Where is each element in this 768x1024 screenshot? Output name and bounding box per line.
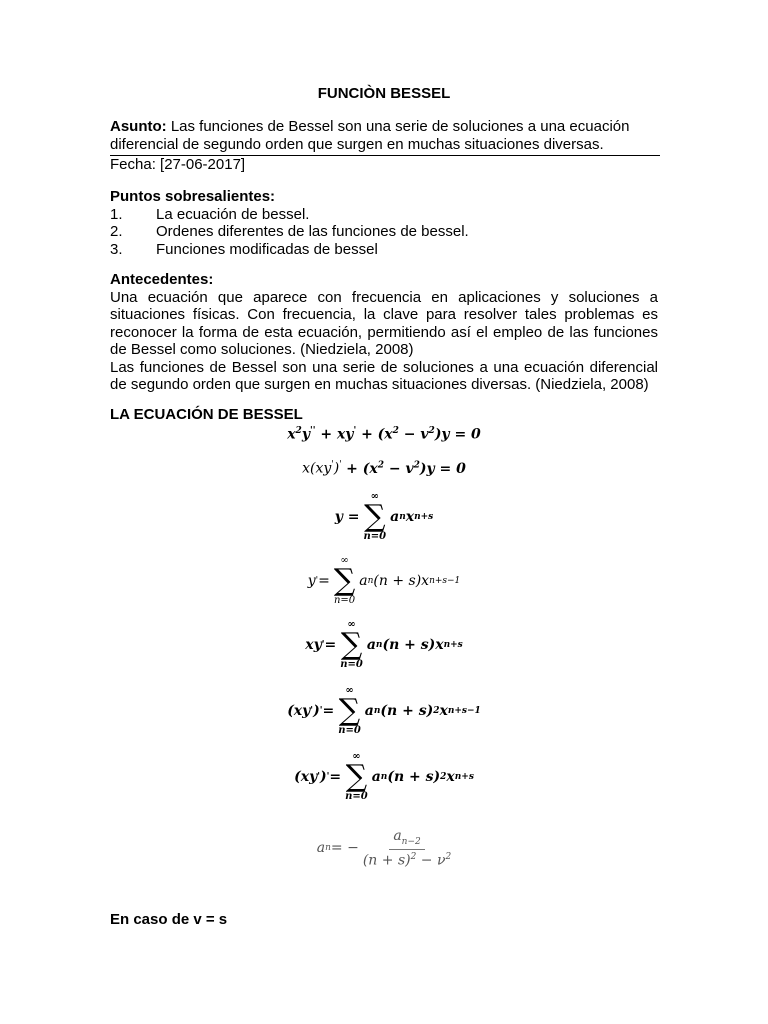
- subject-text: Las funciones de Bessel son una serie de soluciones a una ecuación diferencial de segundo orden que surgen en muchas situaciones diversas.: [110, 118, 630, 153]
- list-item-number: 1.: [110, 205, 123, 223]
- list-item-text: Funciones modificadas de bessel: [156, 240, 378, 258]
- points-list: [110, 206, 658, 259]
- summation-symbol: ∞ ∑ n=0: [363, 491, 387, 542]
- case-heading: En caso de v = s: [110, 911, 228, 928]
- recurrence-fraction: $\frac{a_{n-2}}{(n + s)^2 - \nu^2}$: [362, 828, 452, 869]
- points-heading: Puntos sobresalientes:: [110, 188, 276, 205]
- list-item-text: Ordenes diferentes de las funciones de bessel.: [156, 223, 469, 240]
- summation-symbol: ∞ ∑ n=0: [338, 685, 361, 736]
- summation-symbol: ∞ ∑ n=0: [340, 619, 363, 670]
- series-solution-equation: y = ∞ ∑ n=0 a n x n+s: [334, 491, 434, 542]
- background-section: [110, 271, 658, 394]
- list-item: [110, 241, 658, 259]
- xy-prime-derivative-equation: (xy ' ) ' = ∞ ∑ n=0 a n (n + s) 2 x n+s−1: [287, 685, 481, 736]
- background-line: Una ecuación que aparece con frecuencia en aplicaciones y soluciones a: [110, 288, 658, 306]
- summation-symbol: ∞ ∑ n=0: [345, 751, 368, 802]
- equation-heading: LA ECUACIÓN DE BESSEL: [110, 406, 303, 423]
- list-item: [110, 223, 658, 241]
- date-line: Fecha: [27-06-2017]: [110, 156, 246, 173]
- list-item-text: La ecuación de bessel.: [156, 205, 310, 223]
- points-section: [110, 188, 658, 258]
- xy-prime-series-equation: (xy ' ) ' = ∞ ∑ n=0 a n (n + s) 2 x n+s: [294, 751, 474, 802]
- bessel-equation-factored: $x(xy')' + (x^2 - v^2)y = 0$: [302, 460, 466, 477]
- summation-symbol: ∞ ∑ n=0: [333, 555, 356, 606]
- xy-prime-equation: xy ' = ∞ ∑ n=0 a n (n + s)x n+s: [305, 619, 463, 670]
- document-title: FUNCIÒN BESSEL: [317, 85, 451, 102]
- list-item-number: 3.: [110, 240, 123, 258]
- background-line: situaciones físicas. Con frecuencia, la clave para resolver tales problemas es: [110, 306, 658, 323]
- bessel-equation: $x^2y'' + xy' + (x^2 - v^2)y = 0$: [287, 426, 481, 443]
- list-item: [110, 206, 658, 224]
- subject-label: Asunto:: [110, 118, 167, 135]
- background-line: Las funciones de Bessel son una serie de soluciones a una ecuación diferencial: [110, 358, 658, 376]
- background-heading: Antecedentes:: [110, 271, 214, 288]
- first-derivative-equation: y ' = ∞ ∑ n=0 a n (n + s)x n+s−1: [307, 555, 461, 606]
- background-line: reconocer la forma de esta ecuación, permitiendo así el empleo de las funciones: [110, 323, 658, 341]
- recurrence-relation: a n = − $\frac{a_{n-2}}{(n + s)^2 - \nu^2}$: [316, 828, 452, 869]
- background-line: de Bessel como soluciones. (Niedziela, 2008): [110, 341, 414, 358]
- subject-paragraph: [110, 118, 658, 153]
- list-item-number: 2.: [110, 223, 123, 240]
- background-line: de segundo orden que surgen en muchas situaciones diversas. (Niedziela, 2008): [110, 376, 649, 393]
